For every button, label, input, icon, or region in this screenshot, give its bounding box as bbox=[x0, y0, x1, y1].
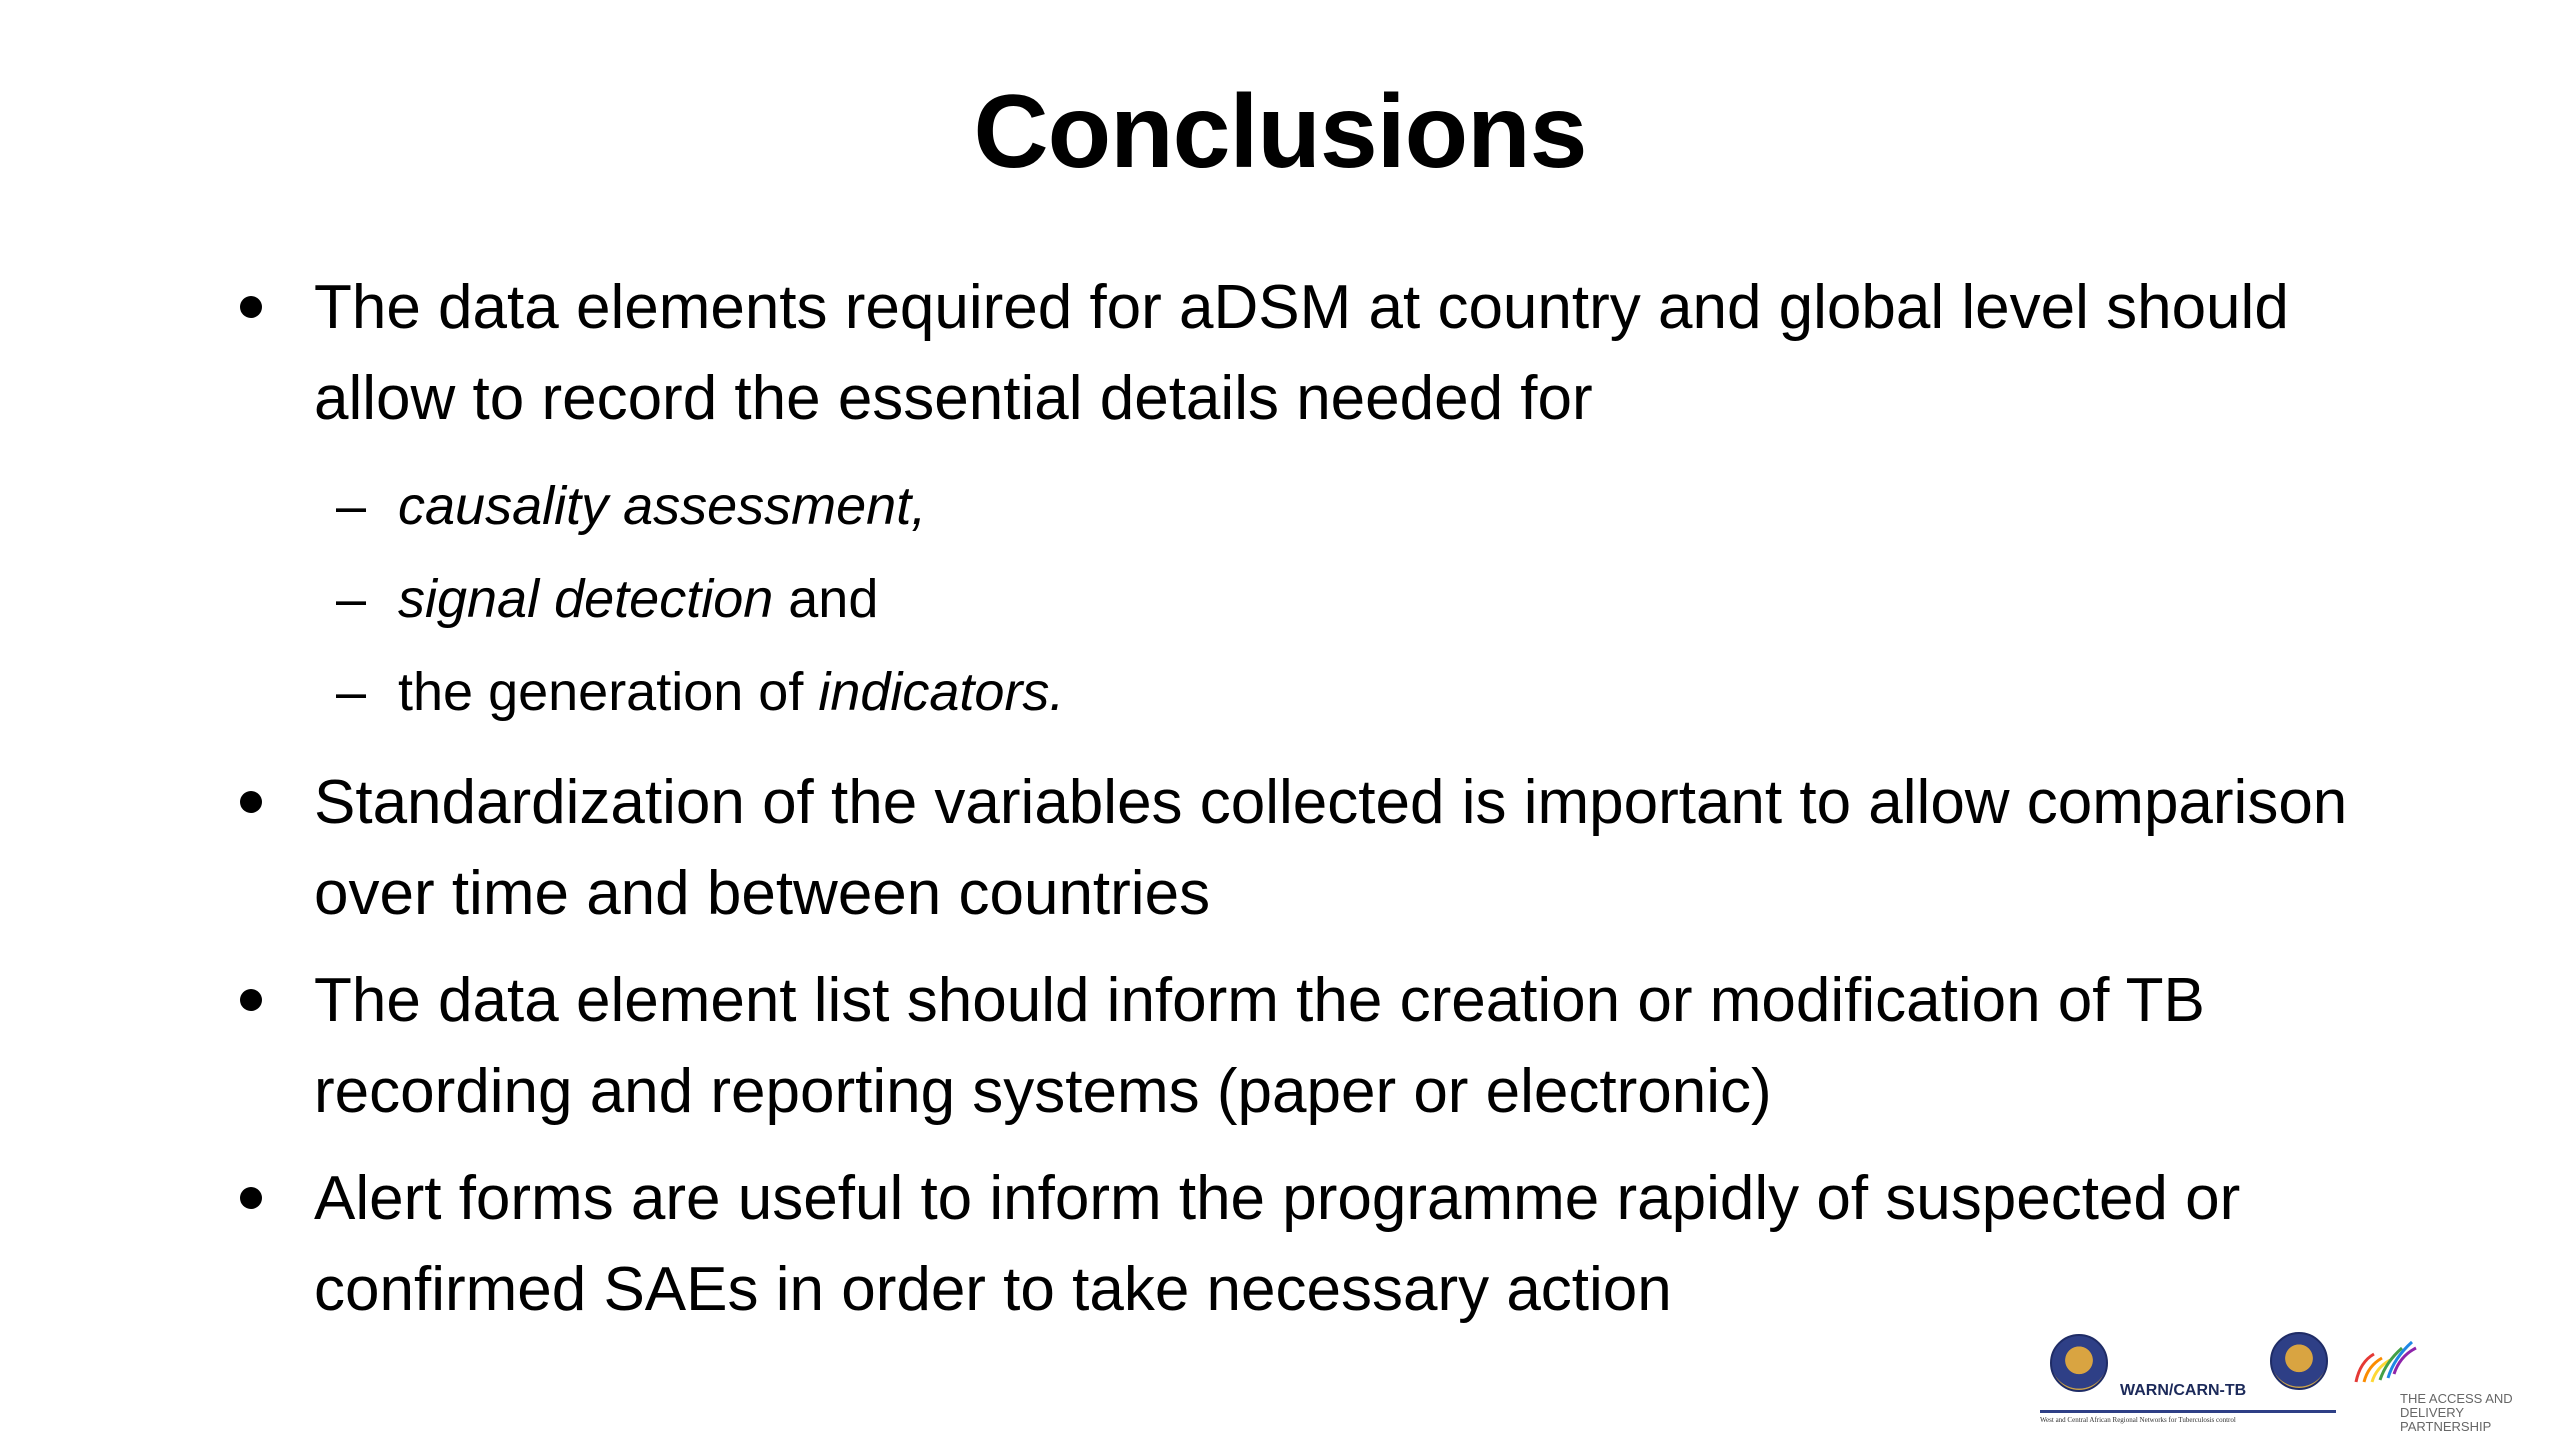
sub-bullet-item bbox=[230, 646, 2350, 739]
dash-icon: – bbox=[336, 476, 367, 536]
logo-divider bbox=[2040, 1410, 2336, 1413]
sub-bullet-item bbox=[230, 553, 2350, 646]
bullet-item bbox=[230, 262, 2350, 444]
adp-logo bbox=[2350, 1332, 2550, 1432]
sub-bullet-list bbox=[230, 460, 2350, 739]
sub-bullet-plain: and bbox=[773, 569, 879, 629]
sub-bullet-italic: indicators. bbox=[818, 662, 1065, 722]
bullet-text: The data element list should inform the creation or modification of TB recording and reporting systems (paper or electronic) bbox=[314, 966, 2205, 1126]
sub-bullet-item bbox=[230, 460, 2350, 553]
slide-title: Conclusions bbox=[973, 74, 1587, 190]
bullet-item bbox=[230, 1153, 2350, 1335]
bullet-item bbox=[230, 757, 2350, 939]
dash-icon: – bbox=[336, 569, 367, 629]
dash-icon: – bbox=[336, 662, 367, 722]
sub-bullet-italic: causality assessment, bbox=[398, 476, 927, 536]
warn-carn-logo bbox=[2040, 1322, 2340, 1432]
bullet-list bbox=[230, 262, 2350, 1351]
sub-bullet-italic: signal detection bbox=[398, 569, 774, 629]
bullet-text: Alert forms are useful to inform the programme rapidly of suspected or confirmed SAEs in order to take necessary action bbox=[314, 1164, 2241, 1324]
bullet-dot-icon bbox=[240, 791, 262, 813]
adp-arcs-icon bbox=[2350, 1332, 2420, 1392]
partner-logos bbox=[2040, 1322, 2550, 1432]
bullet-dot-icon bbox=[240, 989, 262, 1011]
adp-name-line2: DELIVERY PARTNERSHIP bbox=[2400, 1405, 2492, 1434]
seal-icon bbox=[2270, 1332, 2328, 1390]
sub-bullet-plain: the generation of bbox=[398, 662, 819, 722]
seal-icon bbox=[2050, 1334, 2108, 1392]
warn-carn-name: WARN/CARN-TB bbox=[2120, 1382, 2247, 1399]
adp-name-line1: THE ACCESS AND bbox=[2400, 1391, 2513, 1406]
bullet-dot-icon bbox=[240, 296, 262, 318]
bullet-dot-icon bbox=[240, 1187, 262, 1209]
adp-name bbox=[2400, 1392, 2550, 1434]
bullet-item bbox=[230, 955, 2350, 1137]
bullet-text: Standardization of the variables collected is important to allow comparison over time and between countries bbox=[314, 768, 2348, 928]
warn-carn-subtitle: West and Central African Regional Networks for Tuberculosis control bbox=[2040, 1416, 2236, 1424]
bullet-text: The data elements required for aDSM at country and global level should allow to record the essential details needed for bbox=[314, 273, 2289, 433]
